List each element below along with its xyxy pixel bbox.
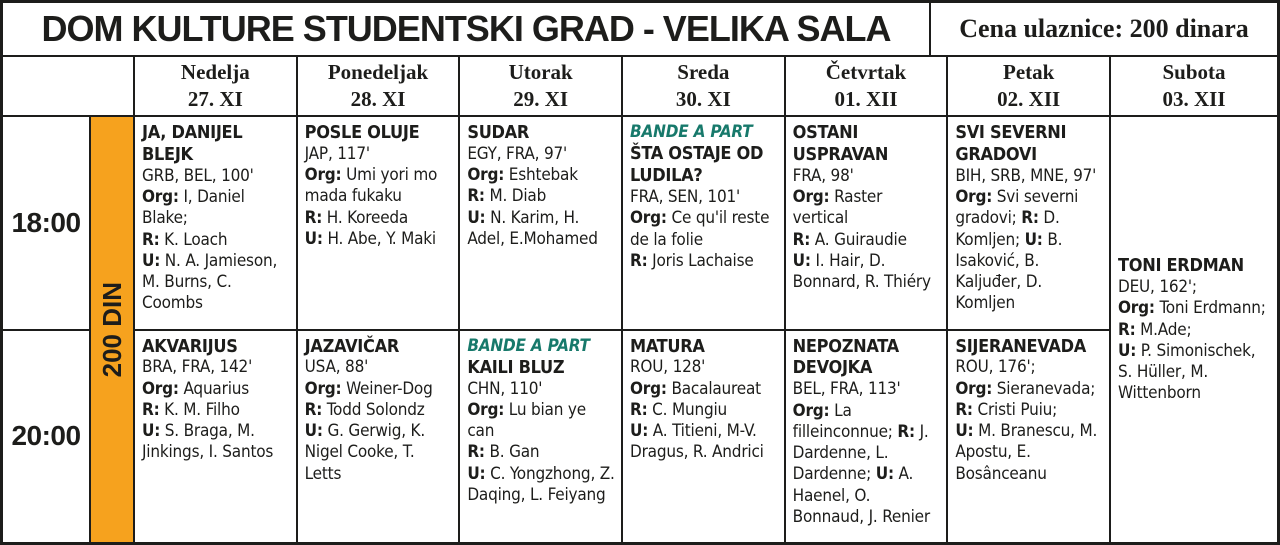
day-header-ponedeljak xyxy=(298,57,459,115)
movie-credit: Org: Ce qu'il reste de la folie xyxy=(630,208,770,250)
movie-title: SUDAR xyxy=(467,122,530,143)
credit-label: R: xyxy=(897,421,915,442)
day-header-utorak xyxy=(460,57,621,115)
credit-label: R: xyxy=(467,186,485,207)
movie-credit: U: A. Titieni, M-V. Dragus, R. Andrici xyxy=(630,421,764,463)
corner-cell xyxy=(3,57,133,115)
movie-credit: Org: Raster vertical xyxy=(792,187,883,229)
movie-meta: EGY, FRA, 97' xyxy=(467,143,568,164)
day-header-nedelja xyxy=(135,57,296,115)
day-name: Sreda xyxy=(677,59,730,84)
movie-meta: GRB, BEL, 100' xyxy=(142,165,254,186)
movie-meta: FRA, 98' xyxy=(792,165,854,186)
movie-meta: BIH, SRB, MNE, 97' xyxy=(955,165,1097,186)
day-date: 02. XII xyxy=(997,87,1061,111)
movie-credits: Org: La filleinconnue; R: J. Dardenne, L. Dardenne; U: A. Haenel, O. Bonnaud, J. Renier xyxy=(792,400,930,527)
screening-petak-1800 xyxy=(948,117,1109,329)
credit-label: U: xyxy=(875,464,894,485)
movie-meta: JAP, 117' xyxy=(304,143,370,164)
movie-credit: Org: Lu bian ye can xyxy=(467,399,586,442)
credit-label: U: xyxy=(467,207,486,228)
movie-meta: ROU, 128' xyxy=(630,357,706,378)
movie-title: SIJERANEVADA xyxy=(955,335,1086,357)
movie-title: TONI ERDMAN xyxy=(1118,255,1244,277)
movie-credit: R: M. Diab xyxy=(467,186,547,207)
day-name: Subota xyxy=(1162,59,1226,84)
day-header-sreda xyxy=(623,57,784,115)
festival-tag: BANDE A PART xyxy=(630,122,753,142)
movie-title: JAZAVIČAR xyxy=(304,335,400,357)
credit-label: U: xyxy=(142,250,161,271)
movie-credit: R: H. Koreeda xyxy=(304,207,409,228)
screening-četvrtak-2000 xyxy=(786,331,947,543)
movie-credit: U: G. Gerwig, K. Nigel Cooke, T. Letts xyxy=(304,421,426,484)
movie-meta: FRA, SEN, 101' xyxy=(630,187,741,208)
movie-credit: U: N. Karim, H. Adel, E.Mohamed xyxy=(467,207,598,249)
day-header-subota xyxy=(1111,57,1277,115)
credit-label: U: xyxy=(1118,340,1137,361)
movie-credit: U: H. Abe, Y. Maki xyxy=(304,228,436,249)
credit-label: Org: xyxy=(792,400,830,421)
screening-sreda-2000 xyxy=(623,331,784,543)
credit-label: U: xyxy=(142,421,161,442)
movie-meta: CHN, 110' xyxy=(467,378,543,399)
credit-label: Org: xyxy=(142,187,179,208)
day-date: 29. XI xyxy=(513,87,569,111)
credit-label: Org: xyxy=(142,378,179,399)
movie-credit: U: N. A. Jamieson, M. Burns, C. Coombs xyxy=(142,250,278,314)
credit-label: R: xyxy=(467,442,485,463)
movie-title: SVI SEVERNI GRADOVI xyxy=(955,122,1067,165)
movie-credit: Org: Eshtebak xyxy=(467,165,578,186)
credit-label: Org: xyxy=(467,165,505,186)
screening-ponedeljak-2000 xyxy=(298,331,459,543)
price-band xyxy=(91,117,133,542)
credit-label: Org: xyxy=(955,378,993,399)
credit-label: U: xyxy=(792,250,811,271)
header-bar xyxy=(3,3,1277,55)
credit-label: U: xyxy=(955,421,974,442)
screening-utorak-1800 xyxy=(460,117,621,329)
screening-utorak-2000 xyxy=(460,331,621,543)
movie-meta: BEL, FRA, 113' xyxy=(792,379,901,400)
screening-nedelja-1800 xyxy=(135,117,296,329)
movie-title: JA, DANIJEL BLEJK xyxy=(142,122,243,165)
movie-credit: Org: Aquarius xyxy=(142,378,250,399)
movie-credit: Org: Toni Erdmann; xyxy=(1118,298,1266,319)
day-date: 28. XI xyxy=(350,87,406,111)
credit-label: U: xyxy=(304,421,323,442)
movie-credits: Org: Svi severni gradovi; R: D. Komljen; U: B. Isaković, B. Kaljuđer, D. Komljen xyxy=(955,187,1079,314)
credit-label: U: xyxy=(467,463,486,484)
screening-sreda-1800 xyxy=(623,117,784,329)
movie-meta: DEU, 162'; xyxy=(1118,277,1197,298)
movie-title: NEPOZNATA DEVOJKA xyxy=(792,335,899,379)
festival-tag: BANDE A PART xyxy=(467,335,590,356)
day-name: Utorak xyxy=(508,59,573,84)
time-label-2000: 20:00 xyxy=(3,331,89,543)
movie-title: AKVARIJUS xyxy=(142,335,238,357)
day-date: 01. XII xyxy=(834,87,898,111)
credit-label: R: xyxy=(955,399,973,420)
credit-label: Org: xyxy=(304,165,342,186)
screening-ponedeljak-1800 xyxy=(298,117,459,329)
screening-nedelja-2000 xyxy=(135,331,296,543)
movie-credit: R: Joris Lachaise xyxy=(630,250,754,271)
credit-label: U: xyxy=(630,421,649,442)
credit-label: Org: xyxy=(304,378,342,399)
credit-label: Org: xyxy=(467,399,505,420)
credit-label: R: xyxy=(142,229,160,250)
movie-meta: ROU, 176'; xyxy=(955,357,1036,378)
movie-credit: Org: I, Daniel Blake; xyxy=(142,187,245,229)
venue-title: DOM KULTURE STUDENTSKI GRAD - VELIKA SALA xyxy=(3,3,929,55)
movie-credit: Org: Umi yori mo mada fukaku xyxy=(304,165,438,207)
movie-credit: R: Cristi Puiu; xyxy=(955,399,1058,420)
credit-label: U: xyxy=(304,228,323,249)
credit-label: R: xyxy=(792,229,811,250)
movie-credit: R: B. Gan xyxy=(467,442,540,463)
movie-credit: R: A. Guiraudie xyxy=(792,229,907,250)
movie-credit: R: Todd Solondz xyxy=(304,399,425,420)
credit-label: Org: xyxy=(792,187,830,208)
movie-credit: Org: Sieranevada; xyxy=(955,378,1096,399)
credit-label: Org: xyxy=(955,187,993,208)
movie-credit: R: K. M. Filho xyxy=(142,399,240,420)
day-name: Nedelja xyxy=(180,59,250,84)
credit-label: U: xyxy=(1024,229,1043,250)
credit-label: R: xyxy=(1118,319,1136,340)
schedule-grid xyxy=(3,57,1277,542)
movie-credit: R: M.Ade; xyxy=(1118,319,1192,340)
price-band-label: 200 DIN xyxy=(96,281,127,378)
day-date: 30. XI xyxy=(675,87,731,111)
screening-subota xyxy=(1111,117,1277,542)
screening-petak-2000 xyxy=(948,331,1109,543)
movie-credit: Org: Weiner-Dog xyxy=(304,378,433,399)
movie-credit: U: C. Yongzhong, Z. Daqing, L. Feiyang xyxy=(467,463,615,505)
movie-credit: U: P. Simonischek, S. Hüller, M. Wittenborn xyxy=(1118,340,1256,404)
time-label-1800: 18:00 xyxy=(3,117,89,329)
day-date: 27. XI xyxy=(187,87,243,111)
day-date: 03. XII xyxy=(1162,87,1226,111)
credit-label: R: xyxy=(630,250,648,271)
ticket-price-note: Cena ulaznice: 200 dinara xyxy=(931,3,1277,55)
movie-meta: USA, 88' xyxy=(304,357,369,378)
credit-label: R: xyxy=(304,399,323,420)
credit-label: R: xyxy=(142,399,160,420)
credit-label: R: xyxy=(304,207,323,228)
movie-title: POSLE OLUJE xyxy=(304,122,420,143)
movie-credit: U: S. Braga, M. Jinkings, I. Santos xyxy=(142,421,274,463)
screening-četvrtak-1800 xyxy=(786,117,947,329)
movie-credit: Org: Bacalaureat xyxy=(630,378,761,399)
movie-credit: U: M. Branescu, M. Apostu, E. Bosânceanu xyxy=(955,421,1098,484)
day-name: Četvrtak xyxy=(825,59,907,84)
movie-title: ŠTA OSTAJE OD LUDILA? xyxy=(630,143,764,187)
day-name: Petak xyxy=(1003,59,1055,84)
movie-credit: R: C. Mungiu xyxy=(630,399,727,420)
day-header-petak xyxy=(948,57,1109,115)
day-name: Ponedeljak xyxy=(327,59,429,84)
credit-label: Org: xyxy=(630,208,667,229)
movie-credit: U: I. Hair, D. Bonnard, R. Thiéry xyxy=(792,250,931,293)
movie-meta: BRA, FRA, 142' xyxy=(142,357,253,378)
credit-label: Org: xyxy=(630,378,667,399)
movie-title: MATURA xyxy=(630,335,705,357)
credit-label: R: xyxy=(630,399,648,420)
credit-label: R: xyxy=(1021,208,1039,229)
credit-label: Org: xyxy=(1118,298,1155,319)
movie-credit: R: K. Loach xyxy=(142,229,228,250)
day-header-četvrtak xyxy=(786,57,947,115)
movie-title: OSTANI USPRAVAN xyxy=(792,122,889,165)
movie-title: KAILI BLUZ xyxy=(467,356,565,378)
